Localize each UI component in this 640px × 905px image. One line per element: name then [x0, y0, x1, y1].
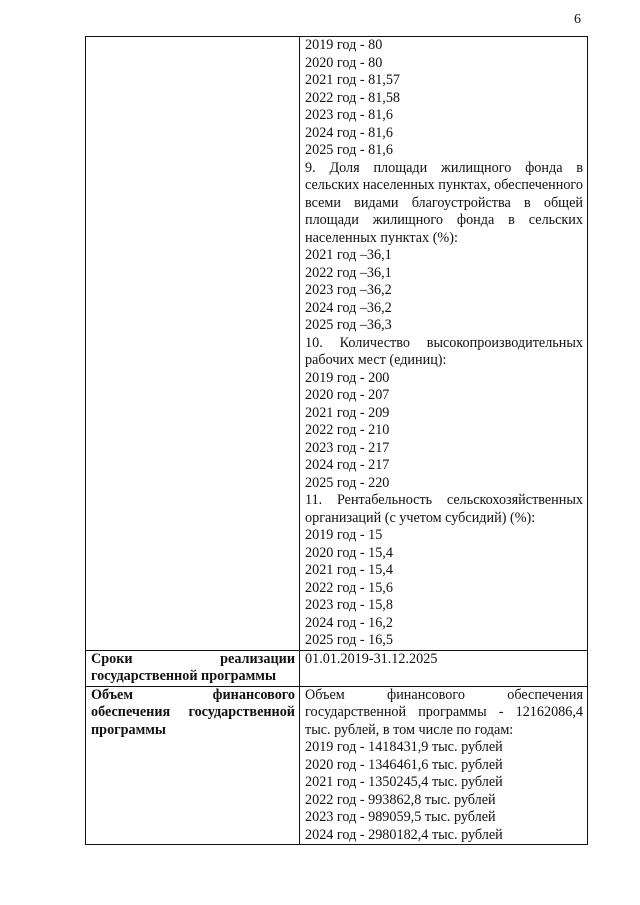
indicator-value-line: 2019 год - 15: [305, 527, 383, 543]
indicator-value-line: 2019 год - 200: [305, 369, 390, 386]
indicator-value-line: 2024 год - 217: [305, 457, 390, 473]
indicator-value-line: 2020 год - 207: [305, 387, 390, 403]
indicator-11-title: 11. Рентабельность сельскохозяйственных организаций (с учетом субсидий) (%):: [305, 492, 583, 526]
funding-value-cell: [300, 686, 588, 845]
indicator-value-line: 2020 год - 15,4: [305, 544, 393, 561]
program-passport-table: [85, 36, 588, 845]
indicator-value-line: 2020 год - 80: [305, 54, 383, 71]
indicator-value-line: 2023 год - 81,6: [305, 107, 393, 123]
indicator-value-line: 2025 год - 16,5: [305, 632, 393, 648]
terms-row: [86, 650, 588, 686]
funding-year-line: 2021 год - 1350245,4 тыс. рублей: [305, 774, 503, 790]
indicator-value-line: 2025 год - 81,6: [305, 142, 393, 158]
indicator-value-line: 2024 год - 81,6: [305, 124, 393, 141]
funding-year-line: 2023 год - 989059,5 тыс. рублей: [305, 809, 496, 825]
indicator-value-line: 2025 год –36,3: [305, 317, 392, 333]
indicator-value-line: 2022 год - 210: [305, 422, 390, 438]
funding-year-line: 2020 год - 1346461,6 тыс. рублей: [305, 756, 503, 773]
indicator-value-line: 2019 год - 80: [305, 37, 383, 53]
indicator-value-line: 2025 год - 220: [305, 474, 390, 491]
indicator-9-title: 9. Доля площади жилищного фонда в сельских населенных пунктах, обеспеченного всеми видами благоустройства в общей площади жилищного фонда в сельских населенных пунктах (%):: [305, 159, 583, 246]
indicator-value-line: 2021 год - 81,57: [305, 72, 401, 88]
indicator-value-line: 2021 год –36,1: [305, 247, 392, 263]
indicator-value-line: 2023 год - 217: [305, 439, 390, 456]
indicator-value-line: 2022 год –36,1: [305, 264, 392, 281]
indicators-label-cell: [86, 37, 300, 651]
indicator-value-line: 2021 год - 209: [305, 404, 390, 421]
indicator-value-line: 2022 год - 15,6: [305, 579, 393, 596]
terms-value: 01.01.2019-31.12.2025: [300, 650, 588, 686]
indicator-value-line: 2021 год - 15,4: [305, 562, 393, 578]
funding-year-line: 2019 год - 1418431,9 тыс. рублей: [305, 739, 503, 755]
funding-year-line: 2022 год - 993862,8 тыс. рублей: [305, 791, 496, 808]
indicators-value-cell: [300, 37, 588, 651]
funding-intro: Объем финансового обеспечения государственной программы - 12162086,4 тыс. рублей, в том числе по годам:: [305, 686, 583, 738]
indicator-10-title: 10. Количество высокопроизводительных рабочих мест (единиц):: [305, 334, 583, 368]
indicator-value-line: 2024 год - 16,2: [305, 614, 393, 631]
page-number: 6: [574, 12, 581, 27]
indicator-value-line: 2024 год –36,2: [305, 299, 392, 316]
terms-label: Сроки реализации государственной программы: [86, 650, 300, 686]
funding-row: [86, 686, 588, 845]
indicators-row: [86, 37, 588, 651]
indicator-value-line: 2023 год –36,2: [305, 282, 392, 298]
funding-label: Объем финансового обеспечения государственной программы: [86, 686, 300, 845]
indicator-value-line: 2023 год - 15,8: [305, 597, 393, 613]
funding-year-line: 2024 год - 2980182,4 тыс. рублей: [305, 826, 503, 843]
indicator-value-line: 2022 год - 81,58: [305, 89, 401, 106]
